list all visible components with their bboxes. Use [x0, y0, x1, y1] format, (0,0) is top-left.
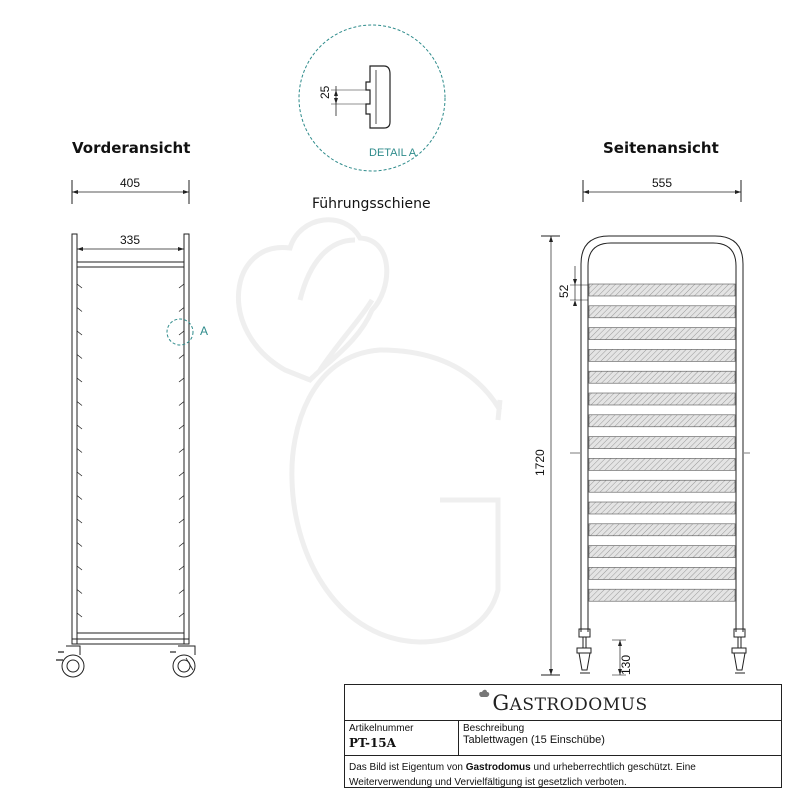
front-detail-marker: A: [200, 324, 209, 338]
article-value: PT-15A: [349, 736, 396, 750]
rail-tick: [77, 308, 82, 312]
side-dim-depth: 555: [652, 176, 673, 190]
detail-a-label: DETAIL A: [369, 147, 417, 159]
tray-slat: [589, 458, 735, 470]
rail-tick: [179, 590, 184, 594]
brand-name: GASTRODOMUS: [492, 690, 648, 715]
brand-chef-hat-icon: [478, 687, 490, 705]
side-view-title: Seitenansicht: [603, 139, 719, 157]
side-view-drawing: [530, 170, 750, 690]
tray-slat: [589, 371, 735, 383]
tray-slat: [589, 437, 735, 449]
front-view-title: Vorderansicht: [72, 139, 191, 157]
tray-slat: [589, 415, 735, 427]
rail-tick: [179, 284, 184, 288]
rail-tick: [77, 566, 82, 570]
notice-brand: Gastrodomus: [465, 762, 531, 773]
rail-tick: [77, 425, 82, 429]
tray-slat: [589, 328, 735, 340]
rail-tick: [77, 543, 82, 547]
rail-tick: [77, 449, 82, 453]
detail-caption: Führungsschiene: [312, 196, 431, 212]
rail-tick: [77, 519, 82, 523]
side-dim-clearance: 130: [619, 654, 633, 675]
article-label: Artikelnummer: [349, 723, 414, 734]
tray-slat: [589, 524, 735, 536]
rail-tick: [179, 519, 184, 523]
info-row: [345, 721, 781, 756]
description-label: Beschreibung: [463, 723, 525, 734]
rail-tick: [179, 613, 184, 617]
rail-tick: [77, 355, 82, 359]
detail-dim-25: 25: [318, 85, 332, 99]
rail-tick: [179, 425, 184, 429]
front-view-drawing: [50, 170, 220, 690]
rail-tick: [77, 378, 82, 382]
article-cell: [345, 721, 459, 755]
rail-tick: [179, 496, 184, 500]
title-block: [344, 684, 782, 788]
rail-tick: [77, 590, 82, 594]
rail-tick: [179, 331, 184, 335]
rail-tick: [179, 355, 184, 359]
brand-row: [345, 685, 781, 721]
rail-tick: [179, 472, 184, 476]
side-dim-height: 1720: [533, 449, 547, 476]
tray-slat: [589, 589, 735, 601]
rail-tick: [77, 496, 82, 500]
tray-slat: [589, 306, 735, 318]
copyright-notice: Das Bild ist Eigentum von Gastrodomus und urheberrechtlich geschützt. Eine Weiterverwendung und Vervielfältigung ist gesetzlich verboten.: [349, 762, 696, 788]
tray-slat: [589, 546, 735, 558]
side-dim-pitch: 52: [557, 284, 571, 298]
tray-slat: [589, 284, 735, 296]
tray-slat: [589, 349, 735, 361]
rail-tick: [77, 472, 82, 476]
rail-tick: [179, 308, 184, 312]
rail-tick: [179, 402, 184, 406]
tray-slat: [589, 567, 735, 579]
rail-tick: [77, 613, 82, 617]
front-dim-width: 405: [120, 176, 141, 190]
front-dim-inner: 335: [120, 233, 141, 247]
description-value: Tablettwagen (15 Einschübe): [463, 734, 605, 746]
tray-slat: [589, 502, 735, 514]
tray-slat: [589, 480, 735, 492]
rail-tick: [179, 378, 184, 382]
rail-tick: [77, 331, 82, 335]
rail-tick: [77, 284, 82, 288]
rail-tick: [179, 543, 184, 547]
description-cell: [459, 721, 781, 755]
rail-tick: [77, 402, 82, 406]
rail-tick: [179, 449, 184, 453]
tray-slat: [589, 393, 735, 405]
rail-tick: [179, 566, 184, 570]
